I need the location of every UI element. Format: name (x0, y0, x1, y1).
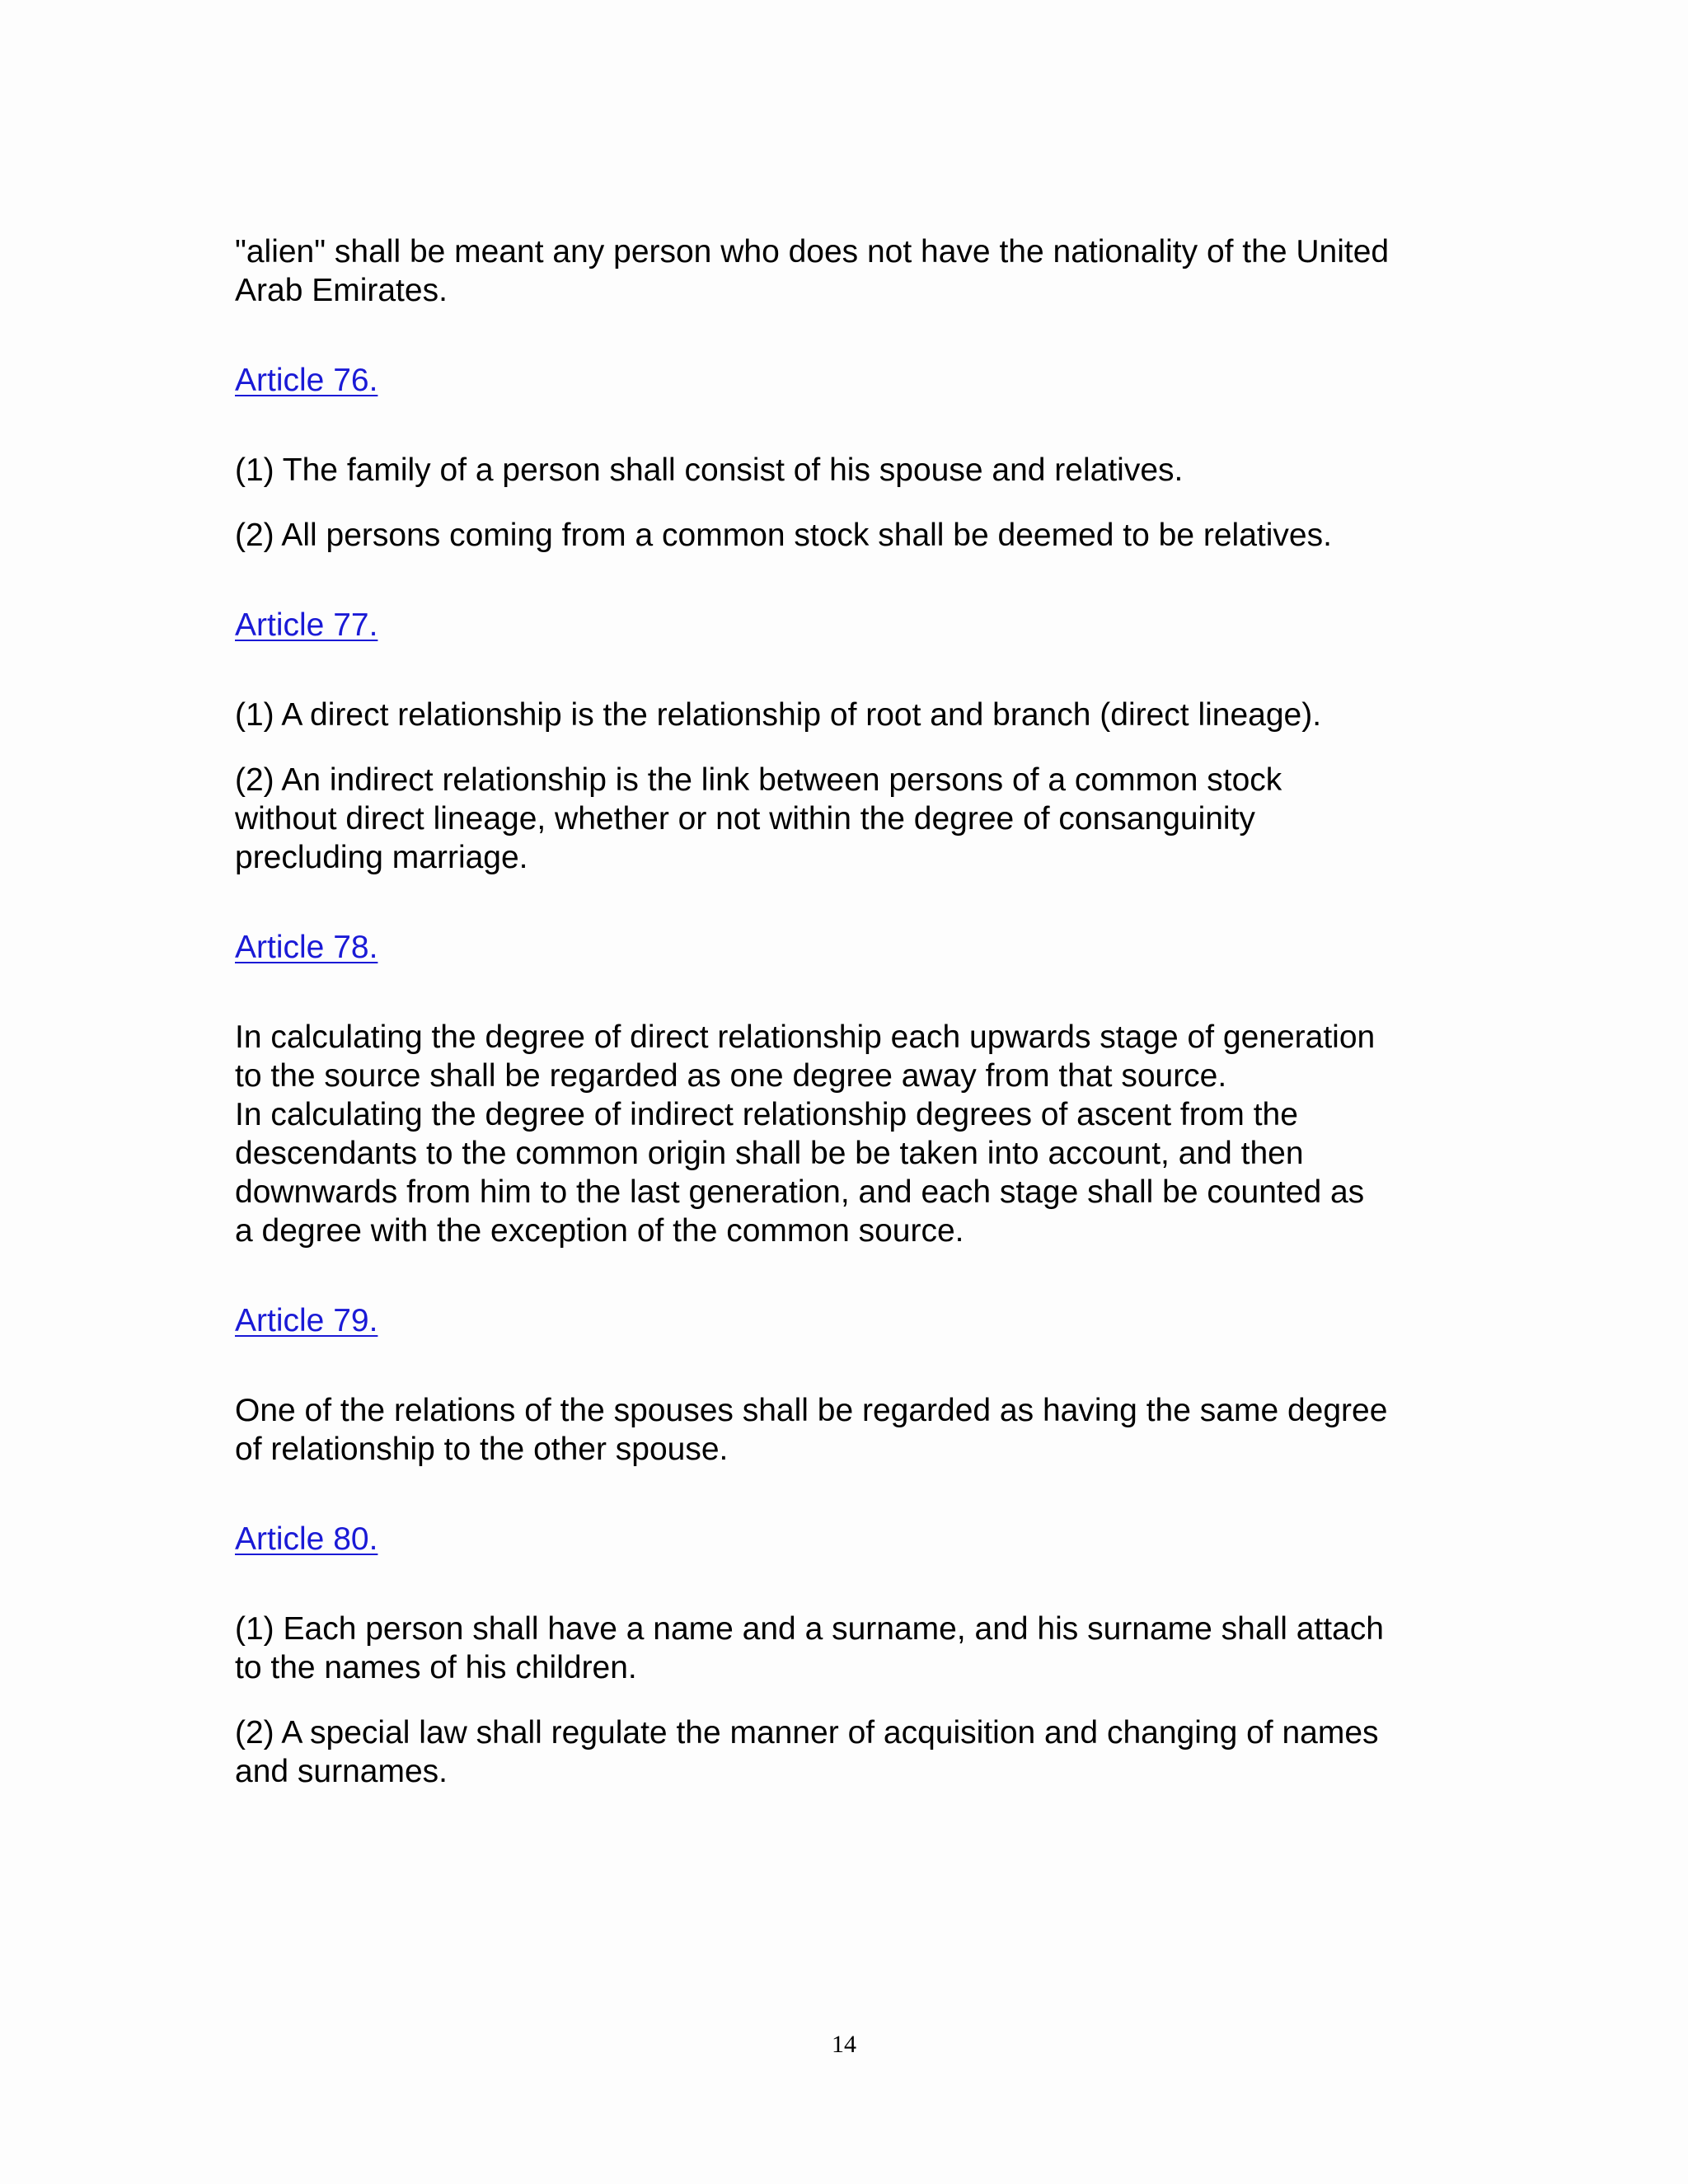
text-line: (1) A direct relationship is the relationship of root and branch (direct lineage). (235, 697, 1322, 733)
article-79-heading-block (235, 1301, 1455, 1340)
article-78-paragraph-1 (235, 1018, 1455, 1250)
text-line: In calculating the degree of direct relationship each upwards stage of generation (235, 1019, 1376, 1055)
article-76-link[interactable]: Article 76. (235, 363, 378, 398)
paragraph-spacer (235, 734, 1455, 761)
article-79-link[interactable]: Article 79. (235, 1303, 378, 1338)
text-line: precluding marriage. (235, 840, 528, 875)
intro-paragraph (235, 232, 1455, 310)
article-76-paragraph-1 (235, 451, 1455, 490)
text-line: One of the relations of the spouses shall be regarded as having the same degree (235, 1393, 1388, 1428)
text-line: "alien" shall be meant any person who does not have the nationality of the United (235, 234, 1390, 269)
text-line: to the names of his children. (235, 1650, 637, 1685)
article-80-paragraph-1 (235, 1610, 1455, 1687)
text-line: downwards from him to the last generation, and each stage shall be counted as (235, 1174, 1365, 1210)
article-77-link[interactable]: Article 77. (235, 607, 378, 643)
paragraph-spacer (235, 490, 1455, 516)
text-line: to the source shall be regarded as one degree away from that source. (235, 1058, 1227, 1094)
article-77-paragraph-2 (235, 761, 1455, 877)
article-76-paragraph-2 (235, 516, 1455, 555)
text-line: (2) All persons coming from a common stock shall be deemed to be relatives. (235, 518, 1332, 553)
text-line: (2) An indirect relationship is the link between persons of a common stock (235, 762, 1282, 798)
text-line: without direct lineage, whether or not within the degree of consanguinity (235, 801, 1255, 837)
text-line: Arab Emirates. (235, 273, 448, 308)
text-line: (2) A special law shall regulate the manner of acquisition and changing of names (235, 1715, 1379, 1750)
article-79-paragraph-1 (235, 1391, 1455, 1469)
text-line: (1) The family of a person shall consist of his spouse and relatives. (235, 452, 1184, 488)
text-line: descendants to the common origin shall be be taken into account, and then (235, 1136, 1304, 1171)
text-line: In calculating the degree of indirect relationship degrees of ascent from the (235, 1097, 1298, 1132)
article-78-link[interactable]: Article 78. (235, 930, 378, 965)
text-line: and surnames. (235, 1754, 448, 1789)
article-77-paragraph-1 (235, 696, 1455, 734)
article-78-heading-block (235, 928, 1455, 967)
paragraph-spacer (235, 1687, 1455, 1713)
text-line: of relationship to the other spouse. (235, 1432, 729, 1467)
article-80-link[interactable]: Article 80. (235, 1521, 378, 1557)
article-77-heading-block (235, 606, 1455, 644)
text-line: (1) Each person shall have a name and a surname, and his surname shall attach (235, 1611, 1384, 1647)
document-page (235, 232, 1455, 1791)
page-number: 14 (832, 2031, 856, 2058)
article-76-heading-block (235, 361, 1455, 400)
text-line: a degree with the exception of the common source. (235, 1213, 964, 1249)
article-80-heading-block (235, 1520, 1455, 1558)
article-80-paragraph-2 (235, 1713, 1455, 1791)
